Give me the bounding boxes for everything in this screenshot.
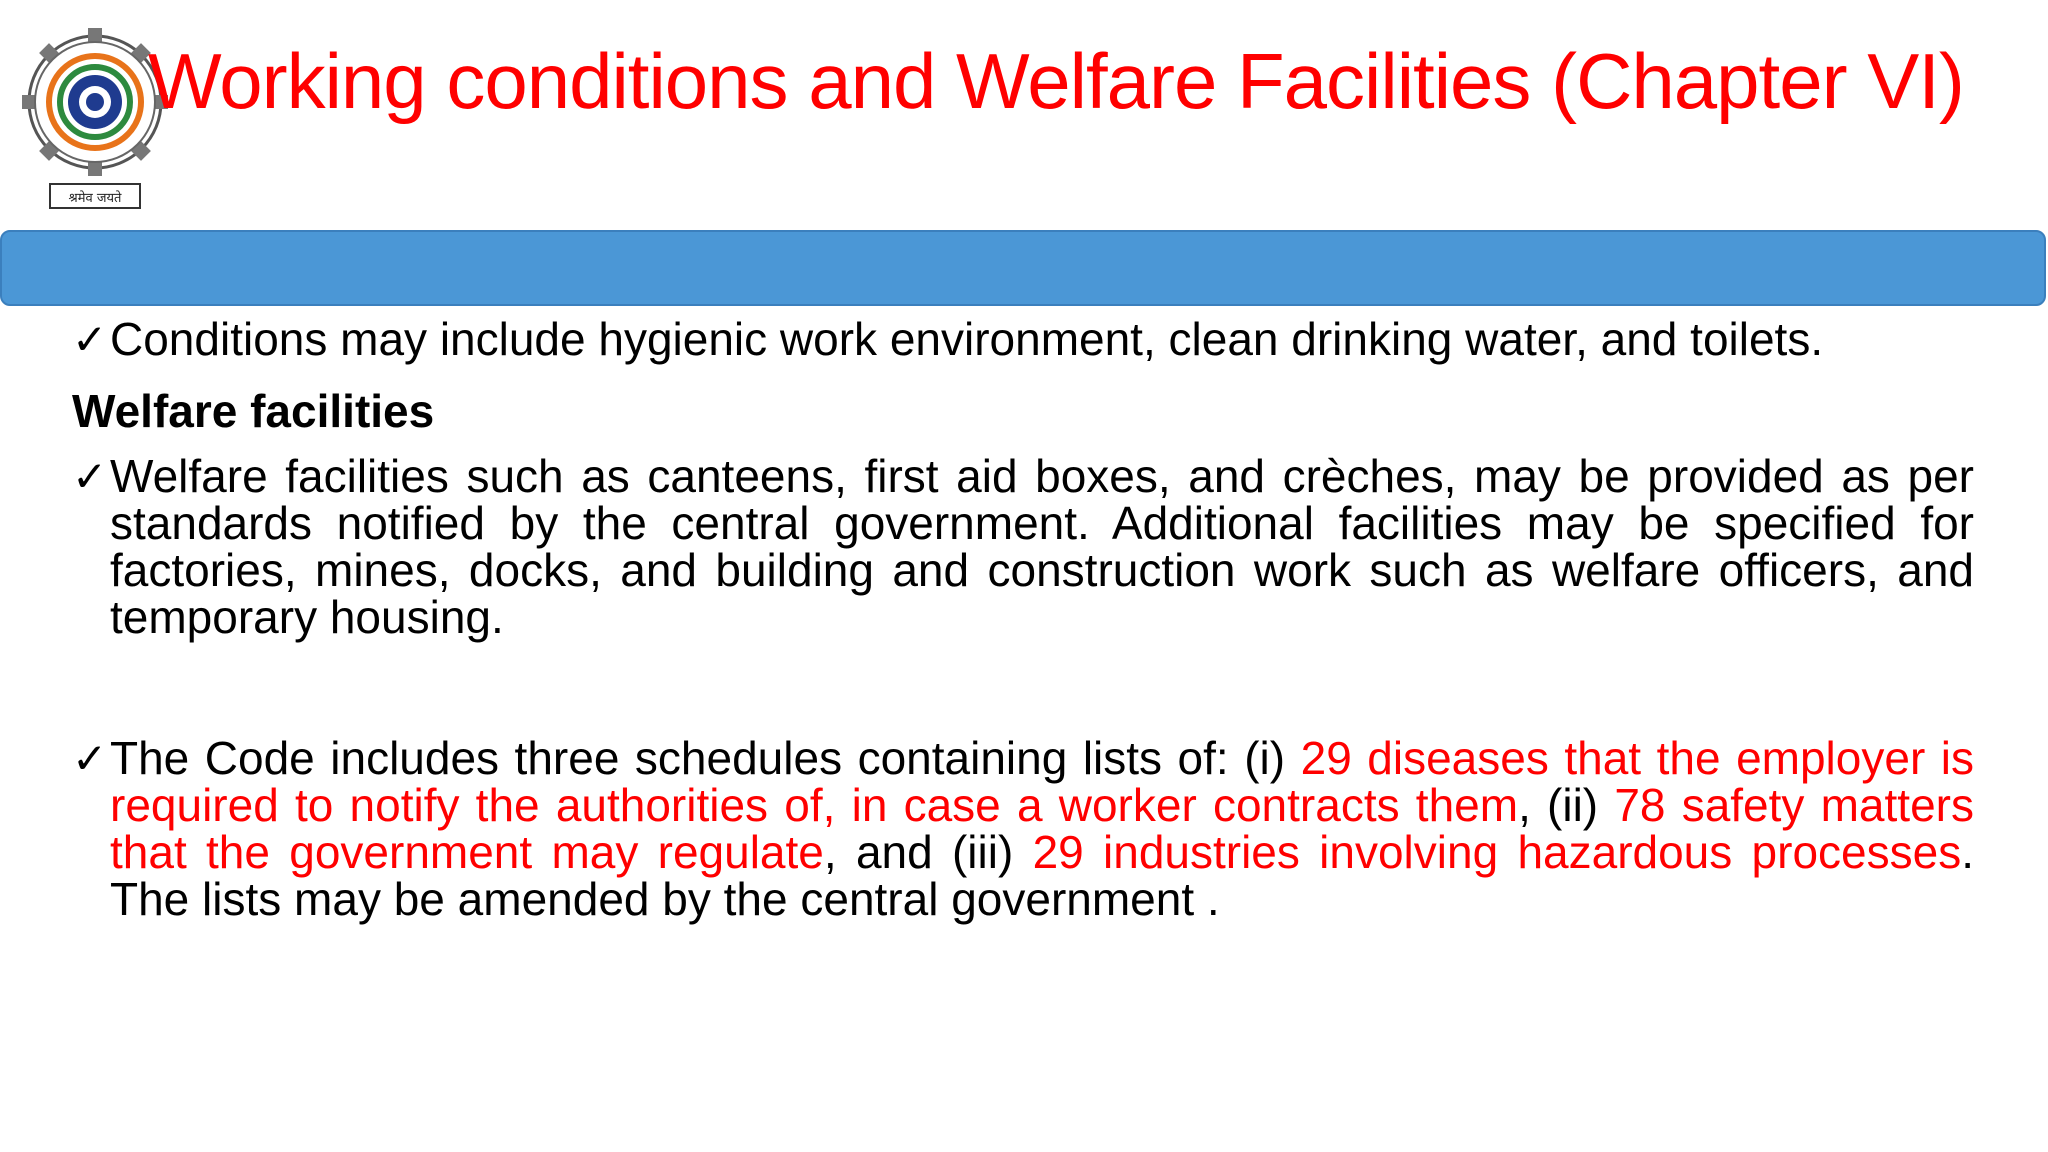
header-band: [0, 230, 2046, 306]
logo-motto: श्रमेव जयते: [68, 191, 122, 206]
slide-content: [72, 313, 1975, 925]
check-icon: ✓: [72, 452, 108, 501]
bullet-welfare: [72, 450, 1974, 643]
slide-title: Working conditions and Welfare Facilities (Chapter VI): [148, 37, 1964, 125]
schedules-safety-highlight: 78 safety matters that the government may regulate: [110, 779, 1974, 878]
schedules-text-4: . The lists may be amended by the central government .: [110, 826, 1974, 925]
schedules-text-3: , and (iii): [823, 826, 1033, 878]
welfare-heading: Welfare facilities: [72, 385, 435, 437]
schedules-text-2: , (ii): [1518, 779, 1615, 831]
institute-logo: [22, 20, 168, 210]
bullet-conditions-text: Conditions may include hygienic work environment, clean drinking water, and toilets.: [110, 313, 1824, 365]
bullet-welfare-text: Welfare facilities such as canteens, first aid boxes, and crèches, may be provided as per standards notified by the central government. Additional facilities may be specified for factories, mines, docks, and building and construction work such as welfare officers, and temporary housing.: [110, 450, 1974, 643]
check-icon: ✓: [72, 315, 108, 364]
check-icon: ✓: [72, 734, 108, 783]
schedules-industries-highlight: 29 industries involving hazardous processes: [1032, 826, 1962, 878]
schedules-diseases-highlight: 29 diseases that the employer is required to notify the authorities of, in case a worker contracts them: [110, 732, 1975, 831]
bullet-conditions: [72, 313, 1974, 365]
bullet-schedules: [72, 732, 1975, 925]
schedules-text-1: The Code includes three schedules containing lists of: (i): [110, 732, 1301, 784]
